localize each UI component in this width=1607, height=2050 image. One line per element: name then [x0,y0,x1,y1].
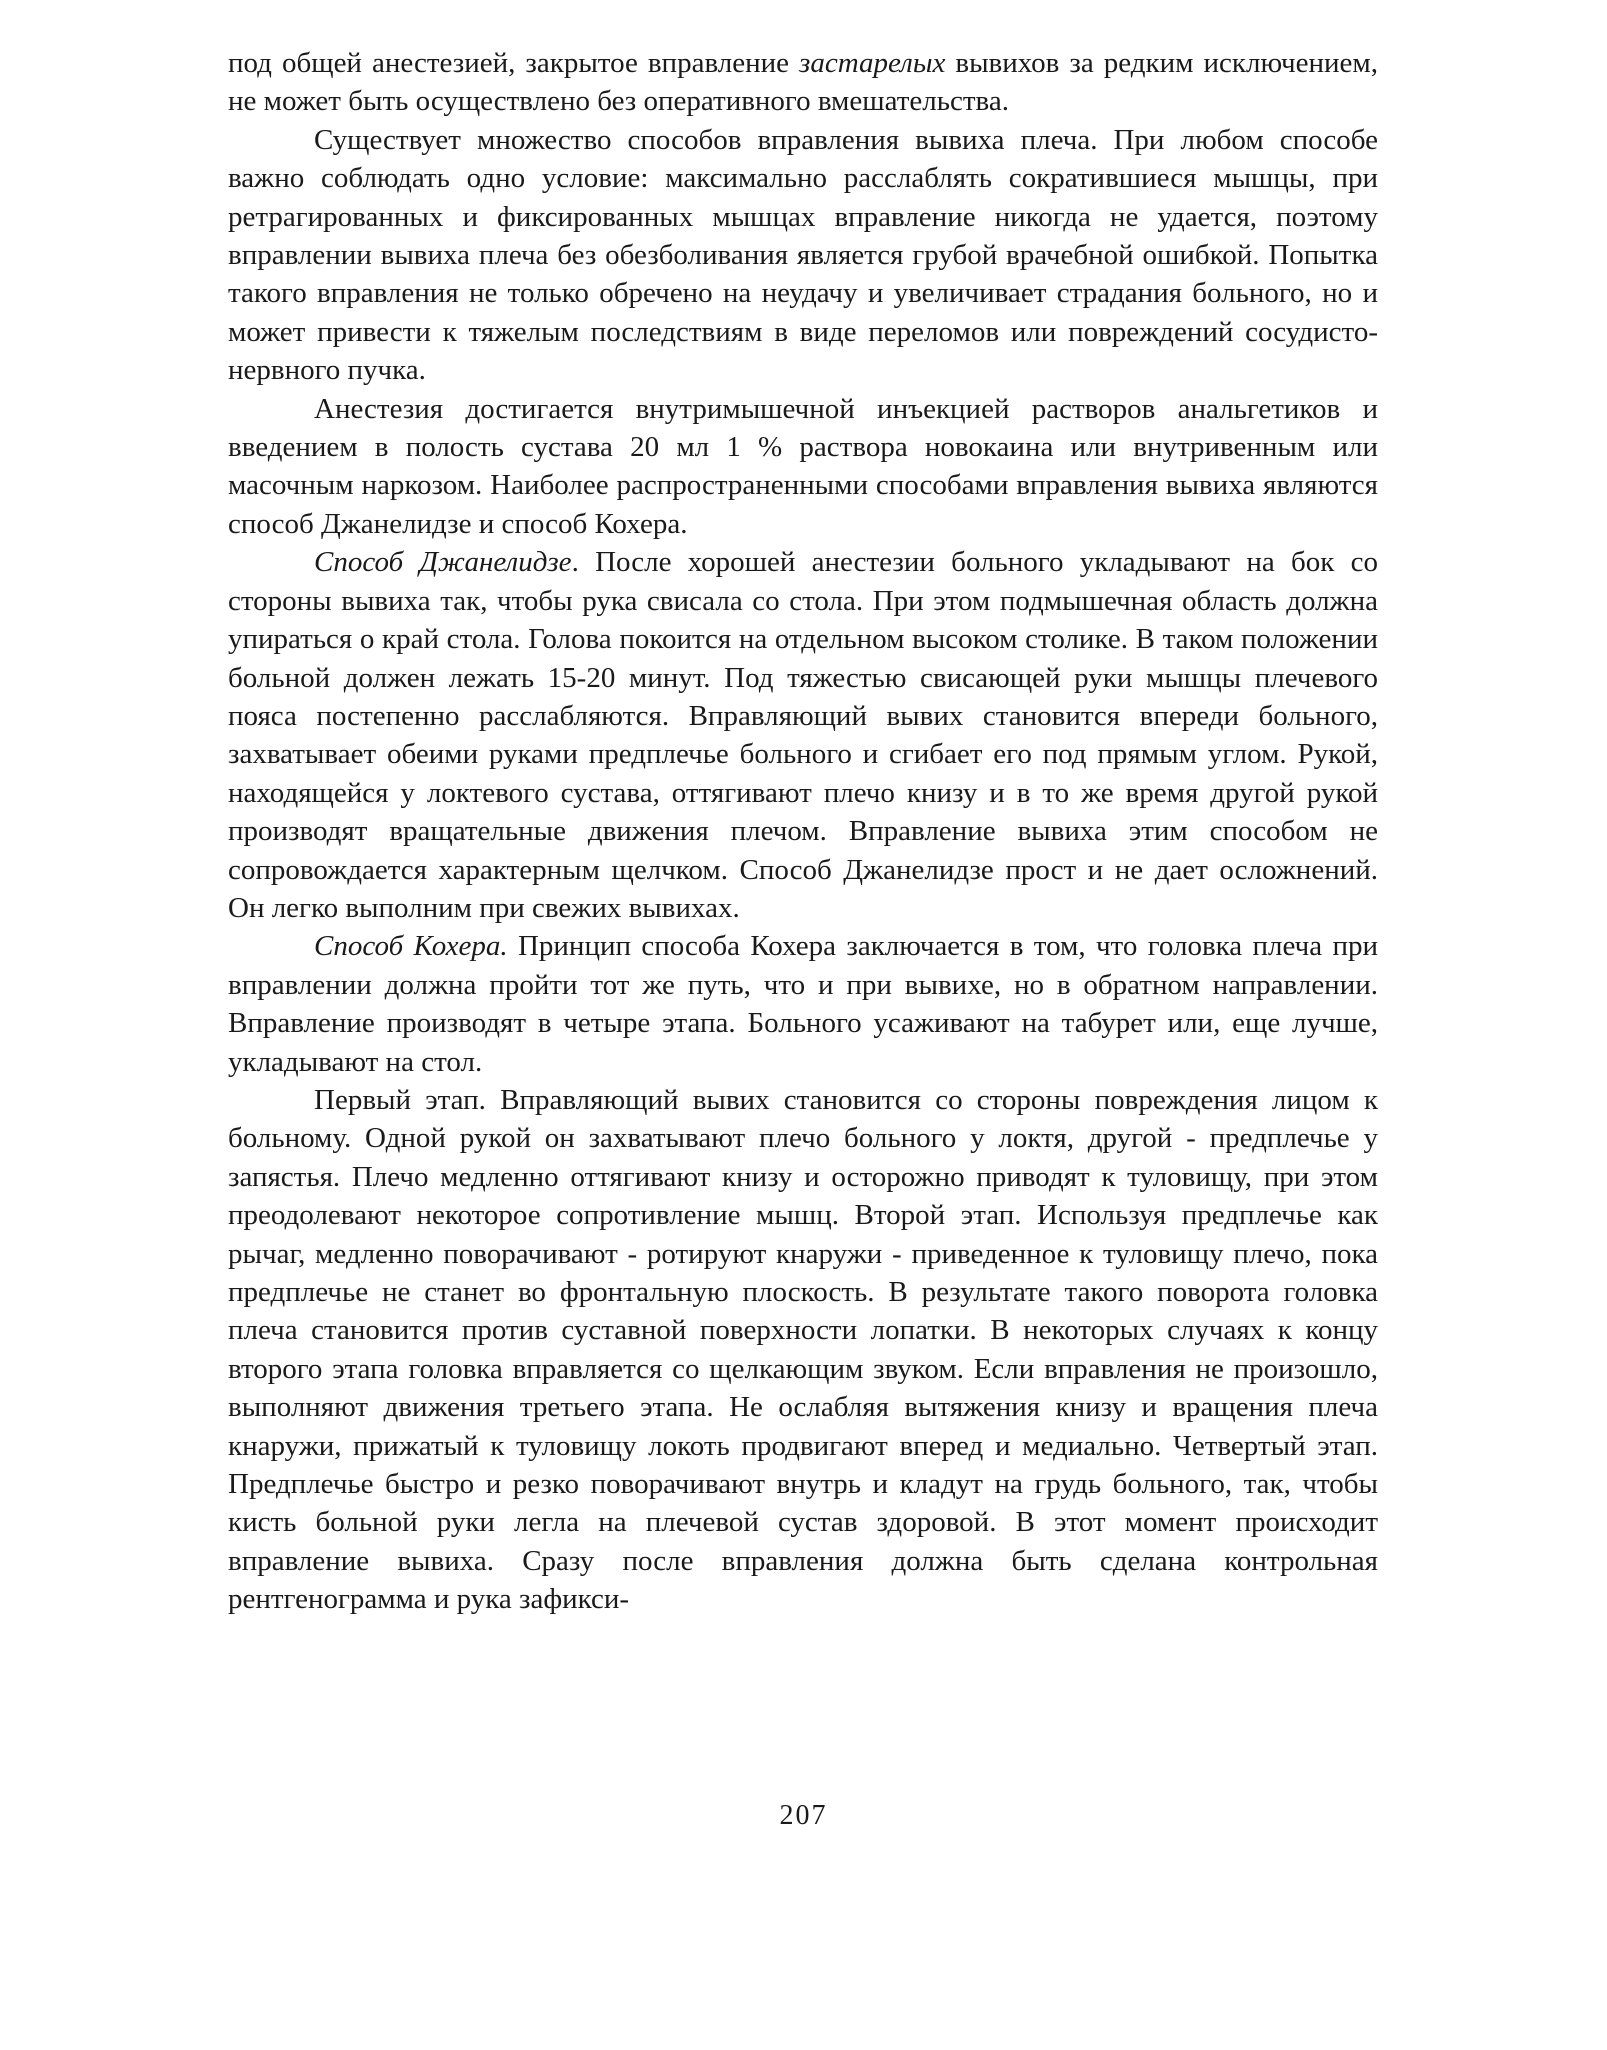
paragraph-stages: Первый этап. Вправляющий вывих становится со стороны повреждения лицом к больному. Одной рукой он захватывают плечо больного у локтя, другой - предплечье у запястья. Плечо медленно оттягивают книзу и осторожно приводят к туловищу, при этом преодолевают некоторое сопротивление мышц. Второй этап. Используя предплечье как рычаг, медленно поворачивают - ротируют кнаружи - приведенное к туловищу плечо, пока предплечье не станет во фронтальную плоскость. В результате такого поворота головка плеча становится против суставной поверхности лопатки. В некоторых случаях к концу второго этапа головка вправляется со щелкающим звуком. Если вправления не произошло, выполняют движения третьего этапа. Не ослабляя вытяжения книзу и вращения плеча кнаружи, прижатый к туловищу локоть продвигают вперед и медиально. Четвертый этап. Предплечье быстро и резко поворачивают внутрь и кладут на грудь больного, так, чтобы кисть больной руки легла на плечевой сустав здоровой. В этот момент происходит вправление вывиха. Сразу после вправления должна быть сделана контрольная рентгенограмма и рука зафикси- [228,1083,1378,1616]
paragraph-anesthesia: Анестезия достигается внутримышечной инъекцией растворов анальгетиков и введением в полость сустава 20 мл 1 % раствора новокаина или внутривенным или масочным наркозом. Наиболее распространенными способами вправления вывиха являются способ Джанелидзе и способ Кохера. [228,392,1378,540]
paragraph-text: вывихов за редким исключением, не может быть осуществлено без оперативного вмешательства. [228,47,1378,118]
page-number: 207 [779,1800,828,1831]
paragraph-text: Принцип способа Кохера заключается в том, что головка плеча при вправлении должна пройти тот же путь, что и при вывихе, но в обратном направлении. Вправление производят в четыре этапа. Больного усаживают на табурет или, еще лучше, укладывают на стол. [228,930,1379,1078]
method-heading-kocher: Способ Кохера. [314,930,508,963]
paragraph-text: . После хорошей анестезии больного укладывают на бок со стороны вывиха так, чтобы рука свисала со стола. При этом подмышечная область должна упираться о край стола. Голова покоится на отдельном высоком столике. В таком положении больной должен лежать 15-20 минут. Под тяжестью свисающей руки мышцы плечевого пояса постепенно расслабляются. Вправляющий вывих становится впереди больного, захватывает обеими руками предплечье больного и сгибает его под прямым углом. Рукой, находящейся у локтевого сустава, оттягивают плечо книзу и в то же время другой рукой производят вращательные движения плечом. Вправление вывиха этим способом не сопровождается характерным щелчком. Способ Джанелидзе прост и не дает осложнений. Он легко выполним при свежих вывихах. [228,546,1378,924]
paragraph-continuation [228,44,1378,121]
method-heading-dzhanelidze: Способ Джанелидзе [314,546,572,579]
paragraph-reduction-methods: Существует множество способов вправления вывиха плеча. При любом способе важно соблюдать одно условие: максимально расслаблять сократившиеся мышцы, при ретрагированных и фиксированных мышцах вправление никогда не удается, поэтому вправлении вывиха плеча без обезболивания является грубой врачебной ошибкой. Попытка такого вправления не только обречено на неудачу и увеличивает страдания больного, но и может привести к тяжелым последствиям в виде переломов или повреждений сосудисто-нервного пучка. [228,123,1378,387]
body-text [228,44,1378,1619]
italic-term: застарелых [799,47,946,79]
page-content [228,44,1378,1619]
paragraph-text: под общей анестезией, закрытое вправление [228,47,800,79]
paragraph-kocher-method [228,927,1378,1081]
paragraph-dzhanelidze-method [228,543,1378,927]
